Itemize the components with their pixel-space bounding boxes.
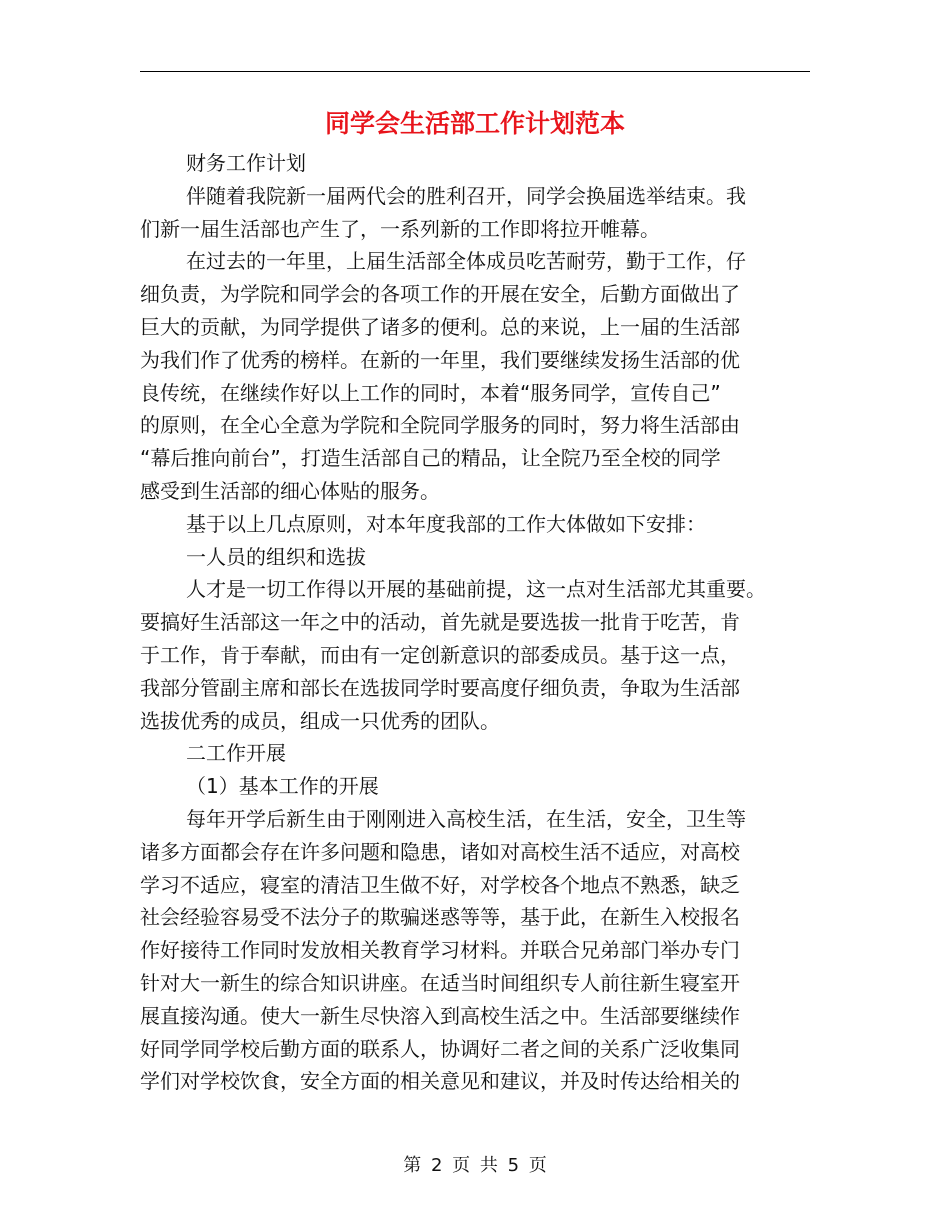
paragraph-line: 选拔优秀的成员，组成一只优秀的团队。 bbox=[140, 708, 500, 733]
section-heading: 财务工作计划 bbox=[186, 151, 306, 175]
paragraph-line: 人才是一切工作得以开展的基础前提，这一点对生活部尤其重要。 bbox=[186, 577, 766, 602]
paragraph-line: 巨大的贡献，为同学提供了诸多的便利。总的来说，上一届的生活部 bbox=[140, 314, 740, 339]
paragraph-line: 我部分管副主席和部长在选拔同学时要高度仔细负责，争取为生活部 bbox=[140, 675, 740, 700]
paragraph-line: “幕后推向前台”，打造生活部自己的精品，让全院乃至全校的同学 bbox=[140, 446, 721, 471]
paragraph-line: 作好接待工作同时发放相关教育学习材料。并联合兄弟部门举办专门 bbox=[140, 938, 740, 963]
paragraph-line: 学习不适应，寝室的清洁卫生做不好，对学校各个地点不熟悉，缺乏 bbox=[140, 872, 740, 897]
document-body bbox=[140, 147, 810, 1098]
paragraph-line: 细负责，为学院和同学会的各项工作的开展在安全，后勤方面做出了 bbox=[140, 282, 740, 307]
paragraph-line: 诸多方面都会存在许多问题和隐患，诸如对高校生活不适应，对高校 bbox=[140, 839, 740, 864]
paragraph-line: 学们对学校饮食，安全方面的相关意见和建议，并及时传达给相关的 bbox=[140, 1069, 740, 1094]
paragraph-line: 为我们作了优秀的榜样。在新的一年里，我们要继续发扬生活部的优 bbox=[140, 347, 740, 372]
section-heading: 二工作开展 bbox=[186, 741, 286, 766]
paragraph-line: 们新一届生活部也产生了，一系列新的工作即将拉开帷幕。 bbox=[140, 216, 660, 241]
section-heading: 一人员的组织和选拔 bbox=[186, 544, 366, 569]
paragraph-line: 基于以上几点原则，对本年度我部的工作大体做如下安排： bbox=[186, 511, 706, 536]
paragraph-line: 的原则，在全心全意为学院和全院同学服务的同时，努力将生活部由 bbox=[140, 413, 740, 438]
paragraph-line: 伴随着我院新一届两代会的胜利召开，同学会换届选举结束。我 bbox=[186, 183, 746, 208]
paragraph-line: 在过去的一年里，上届生活部全体成员吃苦耐劳，勤于工作，仔 bbox=[186, 249, 746, 274]
paragraph-line: 每年开学后新生由于刚刚进入高校生活，在生活，安全，卫生等 bbox=[186, 806, 746, 831]
paragraph-line: 针对大一新生的综合知识讲座。在适当时间组织专人前往新生寝室开 bbox=[140, 970, 740, 995]
document-title: 同学会生活部工作计划范本 bbox=[324, 109, 625, 138]
paragraph-line: 于工作，肯于奉献，而由有一定创新意识的部委成员。基于这一点， bbox=[140, 642, 740, 667]
page-number: 第 2 页 共 5 页 bbox=[403, 1155, 547, 1176]
paragraph-line: 展直接沟通。使大一新生尽快溶入到高校生活之中。生活部要继续作 bbox=[140, 1003, 740, 1028]
paragraph-line: 感受到生活部的细心体贴的服务。 bbox=[140, 478, 440, 503]
paragraph-line: 良传统，在继续作好以上工作的同时，本着“服务同学，宣传自己” bbox=[140, 380, 721, 405]
paragraph-line: 好同学同学校后勤方面的联系人，协调好二者之间的关系广泛收集同 bbox=[140, 1036, 740, 1061]
paragraph-line: 社会经验容易受不法分子的欺骗迷惑等等，基于此，在新生入校报名 bbox=[140, 905, 740, 930]
header-rule bbox=[140, 71, 810, 72]
paragraph-line: 要搞好生活部这一年之中的活动，首先就是要选拔一批肯于吃苦，肯 bbox=[140, 610, 740, 635]
subsection-heading: （1）基本工作的开展 bbox=[186, 774, 379, 799]
